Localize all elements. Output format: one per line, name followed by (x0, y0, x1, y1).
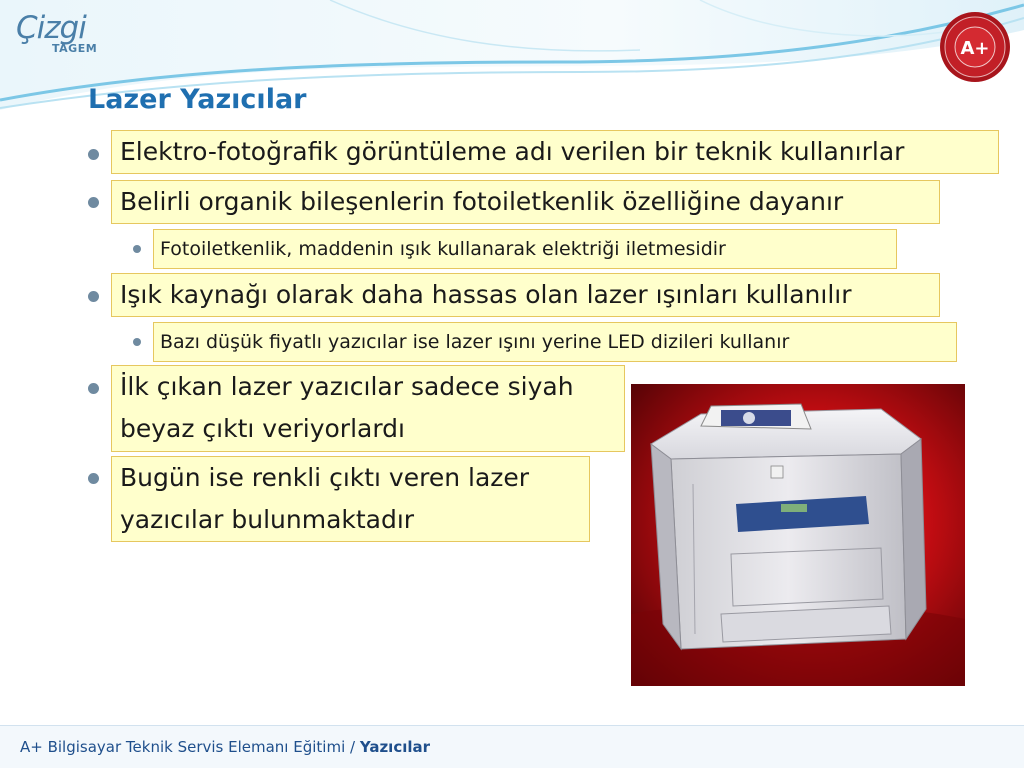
logo-subtitle: TAGEM (52, 42, 98, 55)
bullet-text: Işık kaynağı olarak daha hassas olan lazer ışınları kullanılır (111, 273, 940, 317)
color-laser-printer-image (631, 384, 965, 686)
bullet-dot (88, 291, 99, 302)
bullet-dot (88, 383, 99, 394)
cizgi-tagem-logo (12, 10, 107, 60)
slide-title: Lazer Yazıcılar (88, 84, 307, 115)
bullet-text: Elektro-fotoğrafik görüntüleme adı verilen bir teknik kullanırlar (111, 130, 999, 174)
certificate-seal-icon (938, 10, 1012, 84)
bullet-text: İlk çıkan lazer yazıcılar sadece siyah beyaz çıktı veriyorlardı (111, 365, 625, 452)
sub-bullet-dot (133, 338, 141, 346)
footer-course: A+ Bilgisayar Teknik Servis Elemanı Eğitimi / (20, 738, 360, 756)
sub-bullet-text: Bazı düşük fiyatlı yazıcılar ise lazer ışını yerine LED dizileri kullanır (153, 322, 957, 362)
bullet-dot (88, 197, 99, 208)
bullet-dot (88, 473, 99, 484)
logo-wordmark: Çizgi (16, 10, 86, 46)
seal-label: A+ (960, 38, 990, 59)
bullet-text: Bugün ise renkli çıktı veren lazer yazıcılar bulunmaktadır (111, 456, 590, 542)
bullet-dot (88, 149, 99, 160)
footer-text (20, 738, 430, 756)
sub-bullet-text: Fotoiletkenlik, maddenin ışık kullanarak elektriği iletmesidir (153, 229, 897, 269)
sub-bullet-dot (133, 245, 141, 253)
bullet-text: Belirli organik bileşenlerin fotoiletkenlik özelliğine dayanır (111, 180, 940, 224)
footer-section: Yazıcılar (359, 738, 431, 756)
